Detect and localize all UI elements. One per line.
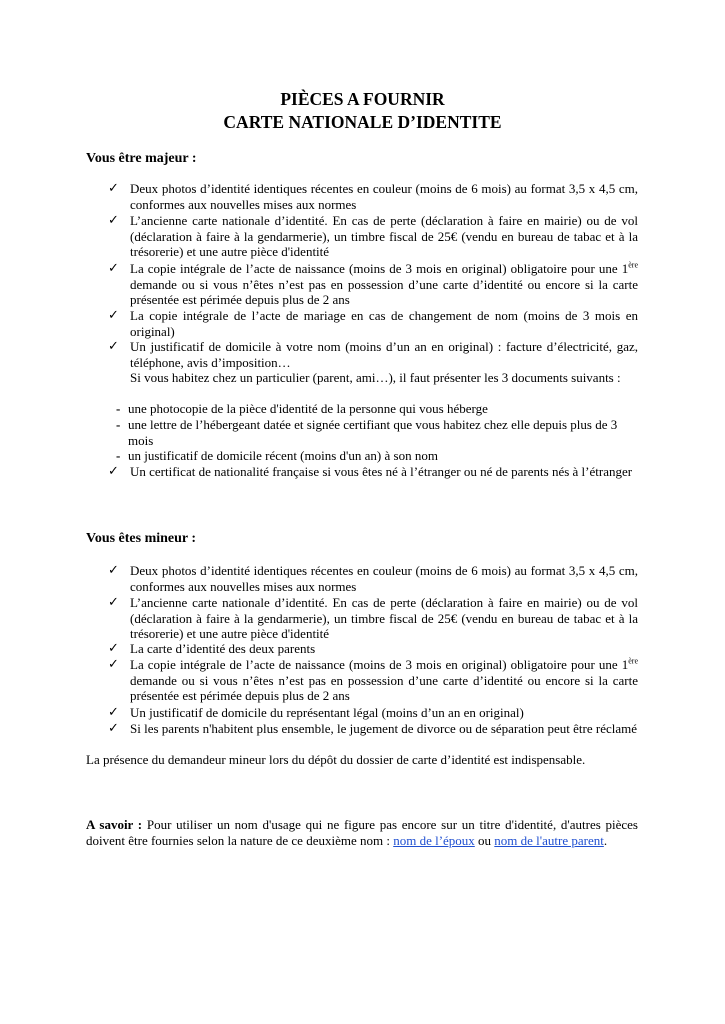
list-item-majeur-ancienne-carte: L’ancienne carte nationale d’identité. En cas de perte (déclaration à faire en mairie) ou de vol (déclaration à faire à la gendarmerie), un timbre fiscal de 25€ (vendu en bureau de tabac et à la trésorerie) et une autre pièce d'identité	[130, 213, 638, 260]
check-icon: ✓	[108, 595, 119, 610]
dash-bullet: -	[116, 401, 121, 416]
list-item-majeur-justificatif-domicile: Un justificatif de domicile à votre nom (moins d’un an en original) : facture d’électricité, gaz, téléphone, avis d’imposition…	[130, 339, 638, 370]
list-item-mineur-acte-naissance: La copie intégrale de l’acte de naissance (moins de 3 mois en original) obligatoire pour une 1ère demande ou si vous n’êtes n’est pas en possession d’une carte d’identité ou encore si la carte présentée est périmée depuis plus de 2 ans	[130, 656, 638, 704]
dash-bullet: -	[116, 417, 121, 432]
section-heading-mineur: Vous êtes mineur :	[86, 531, 197, 546]
link-nom-autre-parent[interactable]: nom de l'autre parent	[494, 832, 604, 848]
check-icon: ✓	[108, 721, 119, 736]
link-nom-epoux[interactable]: nom de l’époux	[393, 832, 475, 848]
particulier-note: Si vous habitez chez un particulier (parent, ami…), il faut présenter les 3 documents suivants :	[130, 370, 621, 385]
list-item-majeur-acte-naissance: La copie intégrale de l’acte de naissance (moins de 3 mois en original) obligatoire pour une 1ère demande ou si vous n’êtes n’est pas en possession d’une carte d’identité ou encore si la carte présentée est périmée depuis plus de 2 ans	[130, 260, 638, 308]
list-item-mineur-justificatif-domicile: Un justificatif de domicile du représentant légal (moins d’un an en original)	[130, 705, 524, 720]
check-icon: ✓	[108, 657, 119, 672]
check-icon: ✓	[108, 464, 119, 479]
check-icon: ✓	[108, 181, 119, 196]
list-item-mineur-jugement: Si les parents n'habitent plus ensemble, le jugement de divorce ou de séparation peut être réclamé	[130, 721, 637, 736]
a-savoir-label: A savoir :	[86, 817, 143, 832]
check-icon: ✓	[108, 339, 119, 354]
check-icon: ✓	[108, 213, 119, 228]
dash-bullet: -	[116, 448, 121, 463]
document-title-line2: CARTE NATIONALE D’IDENTITE	[223, 112, 502, 132]
list-item-mineur-photos: Deux photos d’identité identiques récentes en couleur (moins de 6 mois) au format 3,5 x 4,5 cm, conformes aux nouvelles mises aux normes	[130, 563, 638, 594]
sub-item-justificatif-hebergeant: un justificatif de domicile récent (moins d'un an) à son nom	[128, 448, 438, 463]
document-title-line1: PIÈCES A FOURNIR	[280, 89, 445, 109]
list-item-mineur-carte-parents: La carte d’identité des deux parents	[130, 641, 316, 656]
list-item-mineur-ancienne-carte: L’ancienne carte nationale d’identité. En cas de perte (déclaration à faire en mairie) ou de vol (déclaration à faire à la gendarmerie), un timbre fiscal de 25€ (vendu en bureau de tabac et à la trésorerie) et une autre pièce d'identité	[130, 595, 638, 642]
check-icon: ✓	[108, 641, 119, 656]
a-savoir-paragraph: A savoir : Pour utiliser un nom d'usage qui ne figure pas encore sur un titre d'identité, d'autres pièces doivent être fournies selon la nature de ce deuxième nom : nom de l’époux ou nom de l'autre parent.	[86, 817, 638, 848]
presence-paragraph: La présence du demandeur mineur lors du dépôt du dossier de carte d’identité est indispensable.	[86, 752, 586, 767]
list-item-majeur-acte-mariage: La copie intégrale de l’acte de mariage en cas de changement de nom (moins de 3 mois en original)	[130, 308, 638, 339]
sub-item-photocopie: une photocopie de la pièce d'identité de la personne qui vous héberge	[128, 401, 488, 416]
section-heading-majeur: Vous être majeur :	[86, 151, 197, 166]
list-item-majeur-photos: Deux photos d’identité identiques récentes en couleur (moins de 6 mois) au format 3,5 x 4,5 cm, conformes aux nouvelles mises aux normes	[130, 181, 638, 212]
list-item-majeur-nationalite: Un certificat de nationalité française si vous êtes né à l’étranger ou né de parents nés à l’étranger	[130, 464, 633, 479]
check-icon: ✓	[108, 261, 119, 276]
check-icon: ✓	[108, 705, 119, 720]
check-icon: ✓	[108, 308, 119, 323]
check-icon: ✓	[108, 563, 119, 578]
sub-item-lettre-hebergeant: une lettre de l’hébergeant datée et signée certifiant que vous habitez chez elle depuis plus de 3 mois	[128, 417, 618, 448]
